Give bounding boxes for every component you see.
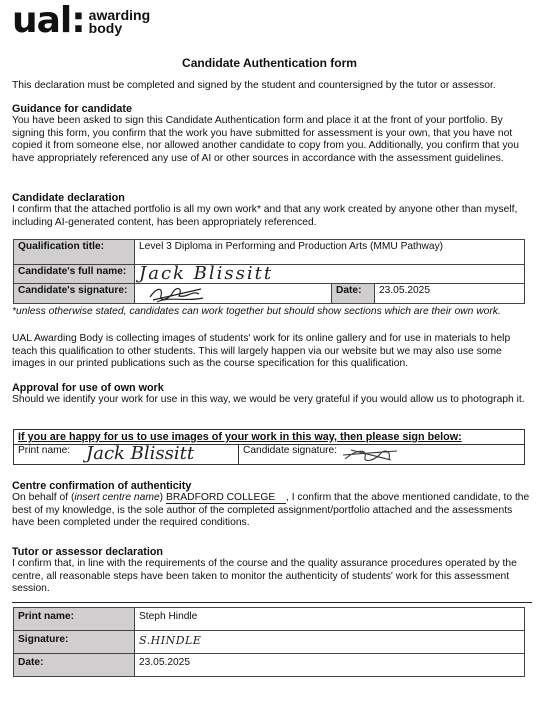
centre-text-b: ) (159, 492, 164, 503)
centre-text-c: , I confirm that the above mentioned candidate, to the best of my knowledge, is the sole author of the completed assignment/portfolio attached and the assessments have been completed under the required conditions. (12, 492, 530, 528)
tutor-text: I confirm that, in line with the requirements of the course and the quality assurance procedures operated by the centre, all reasonable steps have been taken to monitor the authenticity of students' work for this assessment session. (12, 558, 517, 594)
consent-signature-field[interactable] (239, 445, 524, 464)
tutor-date-value[interactable]: 23.05.2025 (135, 654, 525, 677)
centre-name-field[interactable]: BRADFORD COLLEGE (166, 492, 286, 504)
candidate-date-value[interactable]: 23.05.2025 (375, 284, 525, 304)
tutor-signature-label: Signature: (14, 631, 135, 654)
guidance-heading: Guidance for candidate (12, 103, 132, 115)
centre-heading: Centre confirmation of authenticity (12, 480, 192, 492)
centre-text-italic: insert centre name (74, 492, 160, 503)
candidate-name-cell[interactable] (135, 265, 525, 284)
tutor-heading: Tutor or assessor declaration (12, 546, 164, 558)
declaration-text: I confirm that the attached portfolio is all my own work* and that any work created by anyone other than myself, including AI-generated content, has been appropriately referenced. (12, 204, 518, 228)
guidance-text: You have been asked to sign this Candidate Authentication form and place it at the front of your portfolio. By signing this form, you confirm that the work you have submitted for assessment is your own, that you have not copied it from someone else, nor allowed another candidate to copy from you. Additionally, you confirm that you have appropriately referenced any use of AI or other sources in accordance with the assessment guidelines. (12, 115, 519, 164)
tutor-print-label: Print name: (14, 608, 135, 631)
intro-text: This declaration must be completed and signed by the student and countersigned by the tutor or assessor. (12, 80, 496, 91)
tutor-print-value[interactable]: Steph Hindle (135, 608, 525, 631)
candidate-signature-cell[interactable] (135, 284, 332, 304)
qualification-label: Qualification title: (14, 240, 135, 265)
candidate-signature-scribble (147, 284, 207, 304)
logo-word-2: body (88, 20, 123, 36)
approval-text: Should we identify your work for use in this way, we would be very grateful if you would allow us to photograph it. (12, 394, 525, 405)
candidate-name-label: Candidate's full name: (14, 265, 135, 284)
print-name-field[interactable] (14, 445, 239, 464)
centre-text (12, 492, 532, 530)
tutor-signature-cell[interactable] (135, 631, 525, 654)
candidate-name-handwritten: Jack Blissitt (139, 263, 274, 284)
photo-consent-heading: If you are happy for us to use images of your work in this way, then please sign below: (14, 430, 524, 445)
tutor-details-table (13, 607, 525, 677)
consent-signature-label: Candidate signature: (243, 445, 338, 456)
print-name-label: Print name: (18, 445, 71, 456)
print-name-handwritten: Jack Blissitt (86, 443, 195, 464)
footnote: *unless otherwise stated, candidates can work together but should show sections which are their own work. (12, 306, 501, 317)
ual-logo (12, 2, 150, 40)
logo-words (89, 7, 150, 35)
candidate-signature-label: Candidate's signature: (14, 284, 135, 304)
photo-consent-box (13, 429, 525, 465)
approval-heading: Approval for use of own work (12, 382, 164, 394)
scan-line (12, 602, 532, 603)
centre-text-a: On behalf of ( (12, 492, 75, 503)
date-label: Date: (332, 284, 375, 304)
candidate-details-table (13, 239, 525, 304)
qualification-value: Level 3 Diploma in Performing and Production Arts (MMU Pathway) (135, 240, 525, 265)
consent-signature-scribble (341, 445, 401, 463)
form-title: Candidate Authentication form (182, 56, 357, 70)
declaration-heading: Candidate declaration (12, 192, 125, 204)
tutor-signature-handwritten: S.HINDLE (139, 634, 202, 647)
logo-word-1: awarding (88, 7, 151, 23)
tutor-date-label: Date: (14, 654, 135, 677)
gallery-text: UAL Awarding Body is collecting images of students' work for its online gallery and for use in materials to help teach this qualification to other students. This will largely happen via our website but we may also use some images in our printed publications such as the course specification for this qualification. (12, 333, 511, 369)
logo-mark: ual: (12, 0, 85, 41)
